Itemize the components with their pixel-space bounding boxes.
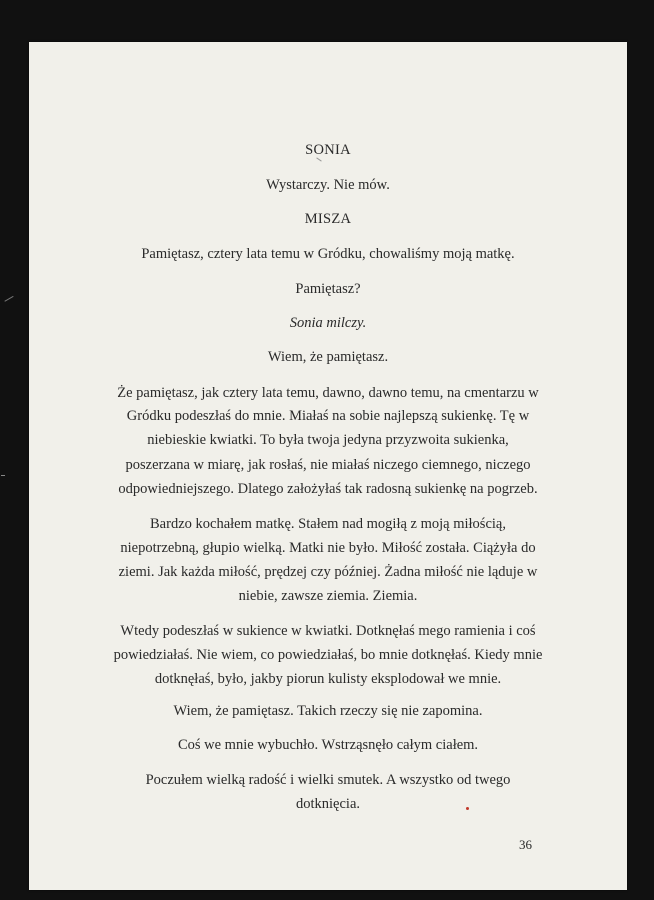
- dialogue-line: Bardzo kochałem matkę. Stałem nad mogiłą z moją miłością,: [150, 516, 506, 532]
- dialogue-line: niepotrzebną, głupio wielką. Matki nie było. Miłość została. Ciążyła do: [120, 540, 536, 556]
- dialogue-line: odpowiedniejszego. Dlatego założyłaś tak radosną sukienkę na pogrzeb.: [118, 481, 538, 497]
- dialogue-line: ziemi. Jak każda miłość, prędzej czy później. Żadna miłość nie ląduje w: [118, 564, 538, 580]
- stage-direction: Sonia milczy.: [289, 315, 367, 331]
- speaker-name: MISZA: [304, 211, 352, 227]
- dialogue-line: Poczułem wielką radość i wielki smutek. A wszystko od twego: [145, 772, 511, 788]
- dialogue-line: Wtedy podeszłaś w sukience w kwiatki. Dotknęłaś mego ramienia i coś: [120, 623, 536, 639]
- paper-sheet: [29, 42, 627, 890]
- page-number: 36: [519, 837, 532, 852]
- dialogue-line: Coś we mnie wybuchło. Wstrząsnęło całym ciałem.: [177, 737, 479, 753]
- dialogue-line: Wiem, że pamiętasz.: [267, 349, 389, 365]
- dialogue-line: Pamiętasz, cztery lata temu w Gródku, chowaliśmy moją matkę.: [141, 246, 515, 262]
- dialogue-line: Pamiętasz?: [295, 281, 361, 297]
- dialogue-line: poszerzana w miarę, jak rosłaś, nie miałaś niczego ciemnego, niczego: [125, 457, 531, 473]
- scan-artifact: [1, 475, 5, 476]
- dialogue-line: powiedziałaś. Nie wiem, co powiedziałaś, bo mnie dotknęłaś. Kiedy mnie: [113, 647, 543, 663]
- dialogue-line: dotknięcia.: [295, 796, 361, 812]
- dialogue-line: dotknęłaś, było, jakby piorun kulisty eksplodował we mnie.: [154, 671, 502, 687]
- speaker-name: SONIA: [305, 142, 351, 158]
- dialogue-line: Wystarczy. Nie mów.: [266, 177, 390, 193]
- dialogue-line: niebieskie kwiatki. To była twoja jedyna przyzwoita sukienka,: [147, 432, 509, 448]
- dialogue-line: niebie, zawsze ziemia. Ziemia.: [238, 588, 418, 604]
- dialogue-line: Że pamiętasz, jak cztery lata temu, dawno, dawno temu, na cmentarzu w: [117, 385, 539, 401]
- dialogue-line: Wiem, że pamiętasz. Takich rzeczy się nie zapomina.: [173, 703, 483, 719]
- scan-artifact: [4, 296, 15, 305]
- ink-speck: [466, 807, 469, 810]
- dialogue-line: Gródku podeszłaś do mnie. Miałaś na sobie najlepszą sukienkę. Tę w: [126, 408, 530, 424]
